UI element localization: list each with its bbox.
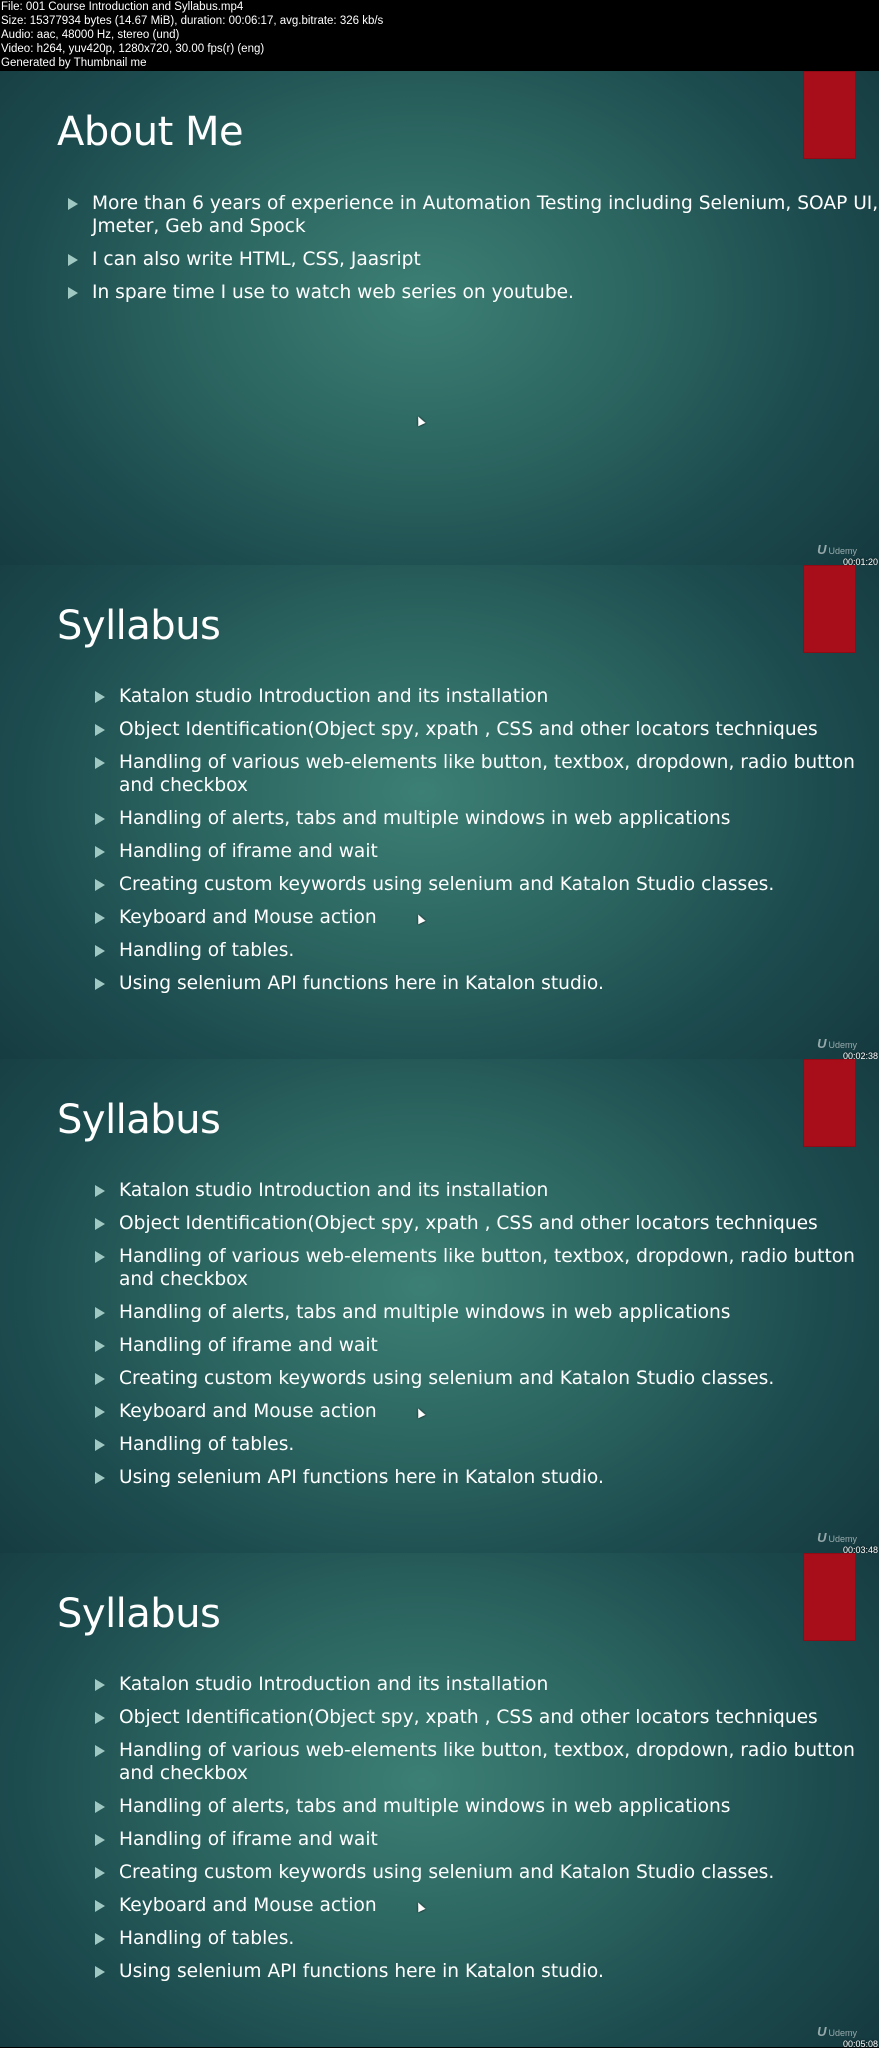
udemy-watermark: U Udemy [817,2024,857,2039]
udemy-watermark: U Udemy [817,542,857,557]
list-item: Handling of alerts, tabs and multiple windows in web applications [95,1301,875,1324]
timestamp: 00:01:20 [842,557,878,565]
triangle-bullet-icon [68,254,78,266]
video-frame-2 [0,565,879,1059]
info-line: File: 001 Course Introduction and Syllabus.mp4 [1,1,244,13]
udemy-watermark: U Udemy [817,1530,857,1545]
list-item: Handling of alerts, tabs and multiple windows in web applications [95,807,875,830]
list-item: Handling of alerts, tabs and multiple windows in web applications [95,1795,875,1818]
triangle-bullet-icon [95,1712,105,1724]
triangle-bullet-icon [95,724,105,736]
list-item: I can also write HTML, CSS, Jaasript [68,248,879,271]
list-item: Creating custom keywords using selenium and Katalon Studio classes. [95,873,875,896]
udemy-watermark: U Udemy [817,1036,857,1051]
video-frame-3 [0,1059,879,1553]
list-item: Handling of various web-elements like button, textbox, dropdown, radio button and checkbox [95,1245,875,1291]
triangle-bullet-icon [95,691,105,703]
bullet-list [95,1673,875,1993]
bullet-list [95,685,875,1005]
list-item: Handling of various web-elements like button, textbox, dropdown, radio button and checkbox [95,1739,875,1785]
red-accent-block [803,1059,856,1147]
info-line: Generated by Thumbnail me [1,56,147,69]
list-item: Using selenium API functions here in Katalon studio. [95,1466,875,1489]
triangle-bullet-icon [95,1218,105,1230]
triangle-bullet-icon [95,879,105,891]
red-accent-block [803,565,856,653]
red-accent-block [803,71,856,159]
triangle-bullet-icon [95,1801,105,1813]
triangle-bullet-icon [95,1966,105,1978]
triangle-bullet-icon [95,1834,105,1846]
slide-title: About Me [57,109,244,155]
triangle-bullet-icon [95,1373,105,1385]
bullet-list [68,192,879,314]
triangle-bullet-icon [95,1933,105,1945]
triangle-bullet-icon [95,1900,105,1912]
list-item: Handling of iframe and wait [95,840,875,863]
timestamp: 00:02:38 [842,1051,878,1059]
list-item: Using selenium API functions here in Katalon studio. [95,972,875,995]
slide-title: Syllabus [57,603,221,649]
triangle-bullet-icon [95,1472,105,1484]
triangle-bullet-icon [95,1679,105,1691]
list-item: Katalon studio Introduction and its installation [95,685,875,708]
list-item: Handling of tables. [95,939,875,962]
timestamp: 00:05:08 [842,2039,878,2047]
triangle-bullet-icon [68,198,78,210]
list-item: Object Identification(Object spy, xpath , CSS and other locators techniques [95,1212,875,1235]
video-frame-4 [0,1553,879,2047]
triangle-bullet-icon [95,945,105,957]
list-item: Keyboard and Mouse action [95,1400,875,1423]
triangle-bullet-icon [95,846,105,858]
list-item: Keyboard and Mouse action [95,1894,875,1917]
list-item: Object Identification(Object spy, xpath , CSS and other locators techniques [95,718,875,741]
list-item: Creating custom keywords using selenium and Katalon Studio classes. [95,1861,875,1884]
triangle-bullet-icon [95,1307,105,1319]
slide-title: Syllabus [57,1097,221,1143]
triangle-bullet-icon [95,757,105,769]
list-item: Handling of iframe and wait [95,1334,875,1357]
video-frame-1 [0,71,879,565]
triangle-bullet-icon [95,1745,105,1757]
list-item: Handling of tables. [95,1433,875,1456]
triangle-bullet-icon [95,912,105,924]
list-item: Handling of tables. [95,1927,875,1950]
list-item: Using selenium API functions here in Katalon studio. [95,1960,875,1983]
info-line: Video: h264, yuv420p, 1280x720, 30.00 fps(r) (eng) [1,42,265,55]
triangle-bullet-icon [95,813,105,825]
mouse-cursor-icon [414,415,425,427]
triangle-bullet-icon [95,1340,105,1352]
file-info-header [0,0,879,71]
triangle-bullet-icon [95,1251,105,1263]
list-item: Katalon studio Introduction and its installation [95,1673,875,1696]
timestamp: 00:03:48 [842,1545,878,1553]
triangle-bullet-icon [95,1406,105,1418]
list-item: Handling of various web-elements like button, textbox, dropdown, radio button and checkbox [95,751,875,797]
triangle-bullet-icon [68,287,78,299]
list-item: Creating custom keywords using selenium and Katalon Studio classes. [95,1367,875,1390]
triangle-bullet-icon [95,1867,105,1879]
bullet-list [95,1179,875,1499]
info-line: Audio: aac, 48000 Hz, stereo (und) [1,28,180,41]
triangle-bullet-icon [95,978,105,990]
triangle-bullet-icon [95,1185,105,1197]
list-item: In spare time I use to watch web series on youtube. [68,281,879,304]
triangle-bullet-icon [95,1439,105,1451]
info-line: Size: 15377934 bytes (14.67 MiB), duration: 00:06:17, avg.bitrate: 326 kb/s [1,14,384,27]
list-item: Handling of iframe and wait [95,1828,875,1851]
list-item: More than 6 years of experience in Automation Testing including Selenium, SOAP UI, Jmeter, Geb and Spock [68,192,879,238]
list-item: Object Identification(Object spy, xpath , CSS and other locators techniques [95,1706,875,1729]
list-item: Keyboard and Mouse action [95,906,875,929]
list-item: Katalon studio Introduction and its installation [95,1179,875,1202]
slide-title: Syllabus [57,1591,221,1637]
red-accent-block [803,1553,856,1641]
